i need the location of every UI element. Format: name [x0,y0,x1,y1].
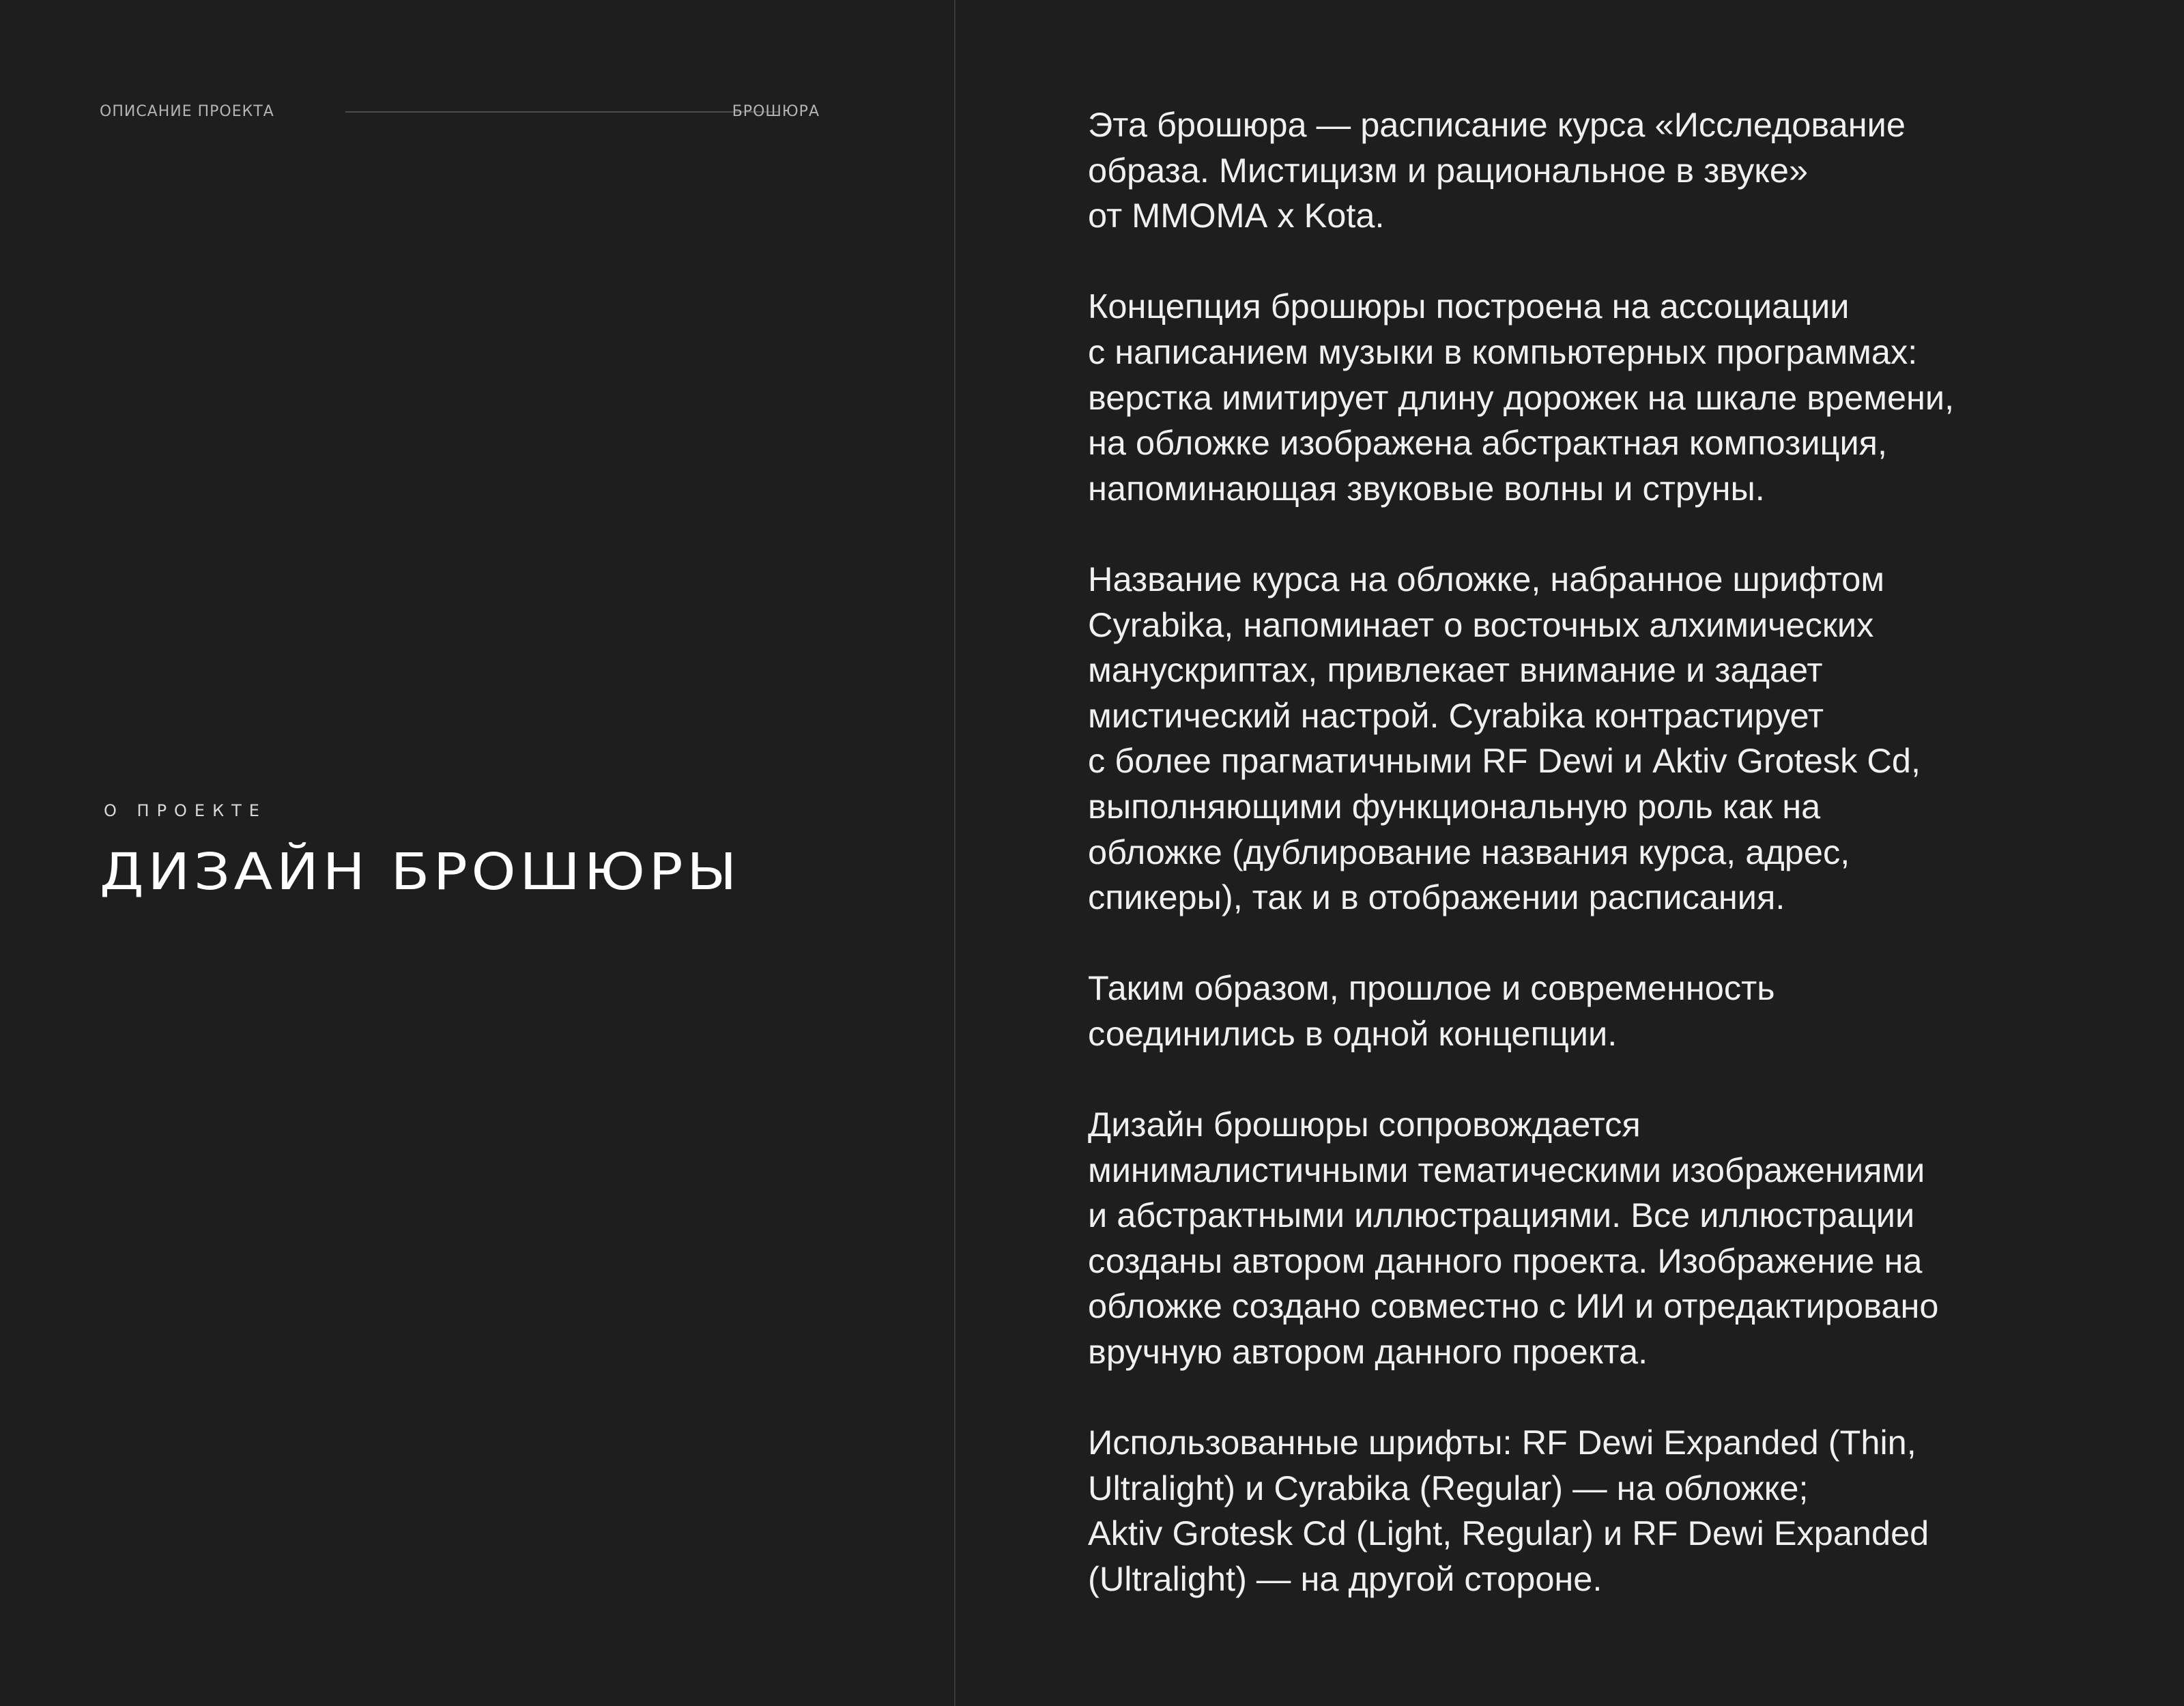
section-label: О ПРОЕКТЕ [104,801,267,820]
paragraph-intro: Эта брошюра — расписание курса «Исследование образа. Мистицизм и рациональное в звуке» от ММОМА x Kota. [1088,105,1906,235]
paragraph-illustrations: Дизайн брошюры сопровождается минималистичными тематическими изображениями и абстрактными иллюстрациями. Все иллюстрации созданы автором данного проекта. Изображение на обложке создано совместно с ИИ и отредактировано вручную автором данного проекта. [1088,1105,1939,1372]
left-panel [0,0,954,1706]
header-divider-line [345,111,779,113]
vertical-divider [954,0,956,1706]
paragraph-conclusion: Таким образом, прошлое и современность соединились в одной концепции. [1088,968,1775,1053]
header-project-description-label: ОПИСАНИЕ ПРОЕКТА [100,103,274,120]
paragraph-fonts: Использованные шрифты: RF Dewi Expanded (Thin, Ultralight) и Cyrabika (Regular) — на обложке; Aktiv Grotesk Cd (Light, Regular) и RF Dewi Expanded (Ultralight) — на другой стороне. [1088,1423,1929,1598]
body-text-column [1088,102,2098,1602]
header-row [100,100,820,124]
paragraph-cover-title: Название курса на обложке, набранное шрифтом Cyrabika, напоминает о восточных алхимических манускриптах, привлекает внимание и задает мистический настрой. Cyrabika контрастирует с более прагматичными RF Dewi и Aktiv Grotesk Cd, выполняющими функциональную роль как на обложке (дублирование названия курса, адрес, спикеры), так и в отображении расписания. [1088,559,1921,917]
paragraph-concept: Концепция брошюры построена на ассоциации с написанием музыки в компьютерных программах: верстка имитирует длину дорожек на шкале времени, на обложке изображена абстрактная композиция, напоминающая звуковые волны и струны. [1088,287,1955,508]
header-brochure-label: БРОШЮРА [732,103,820,120]
section-title: ДИЗАЙН БРОШЮРЫ [100,843,741,901]
